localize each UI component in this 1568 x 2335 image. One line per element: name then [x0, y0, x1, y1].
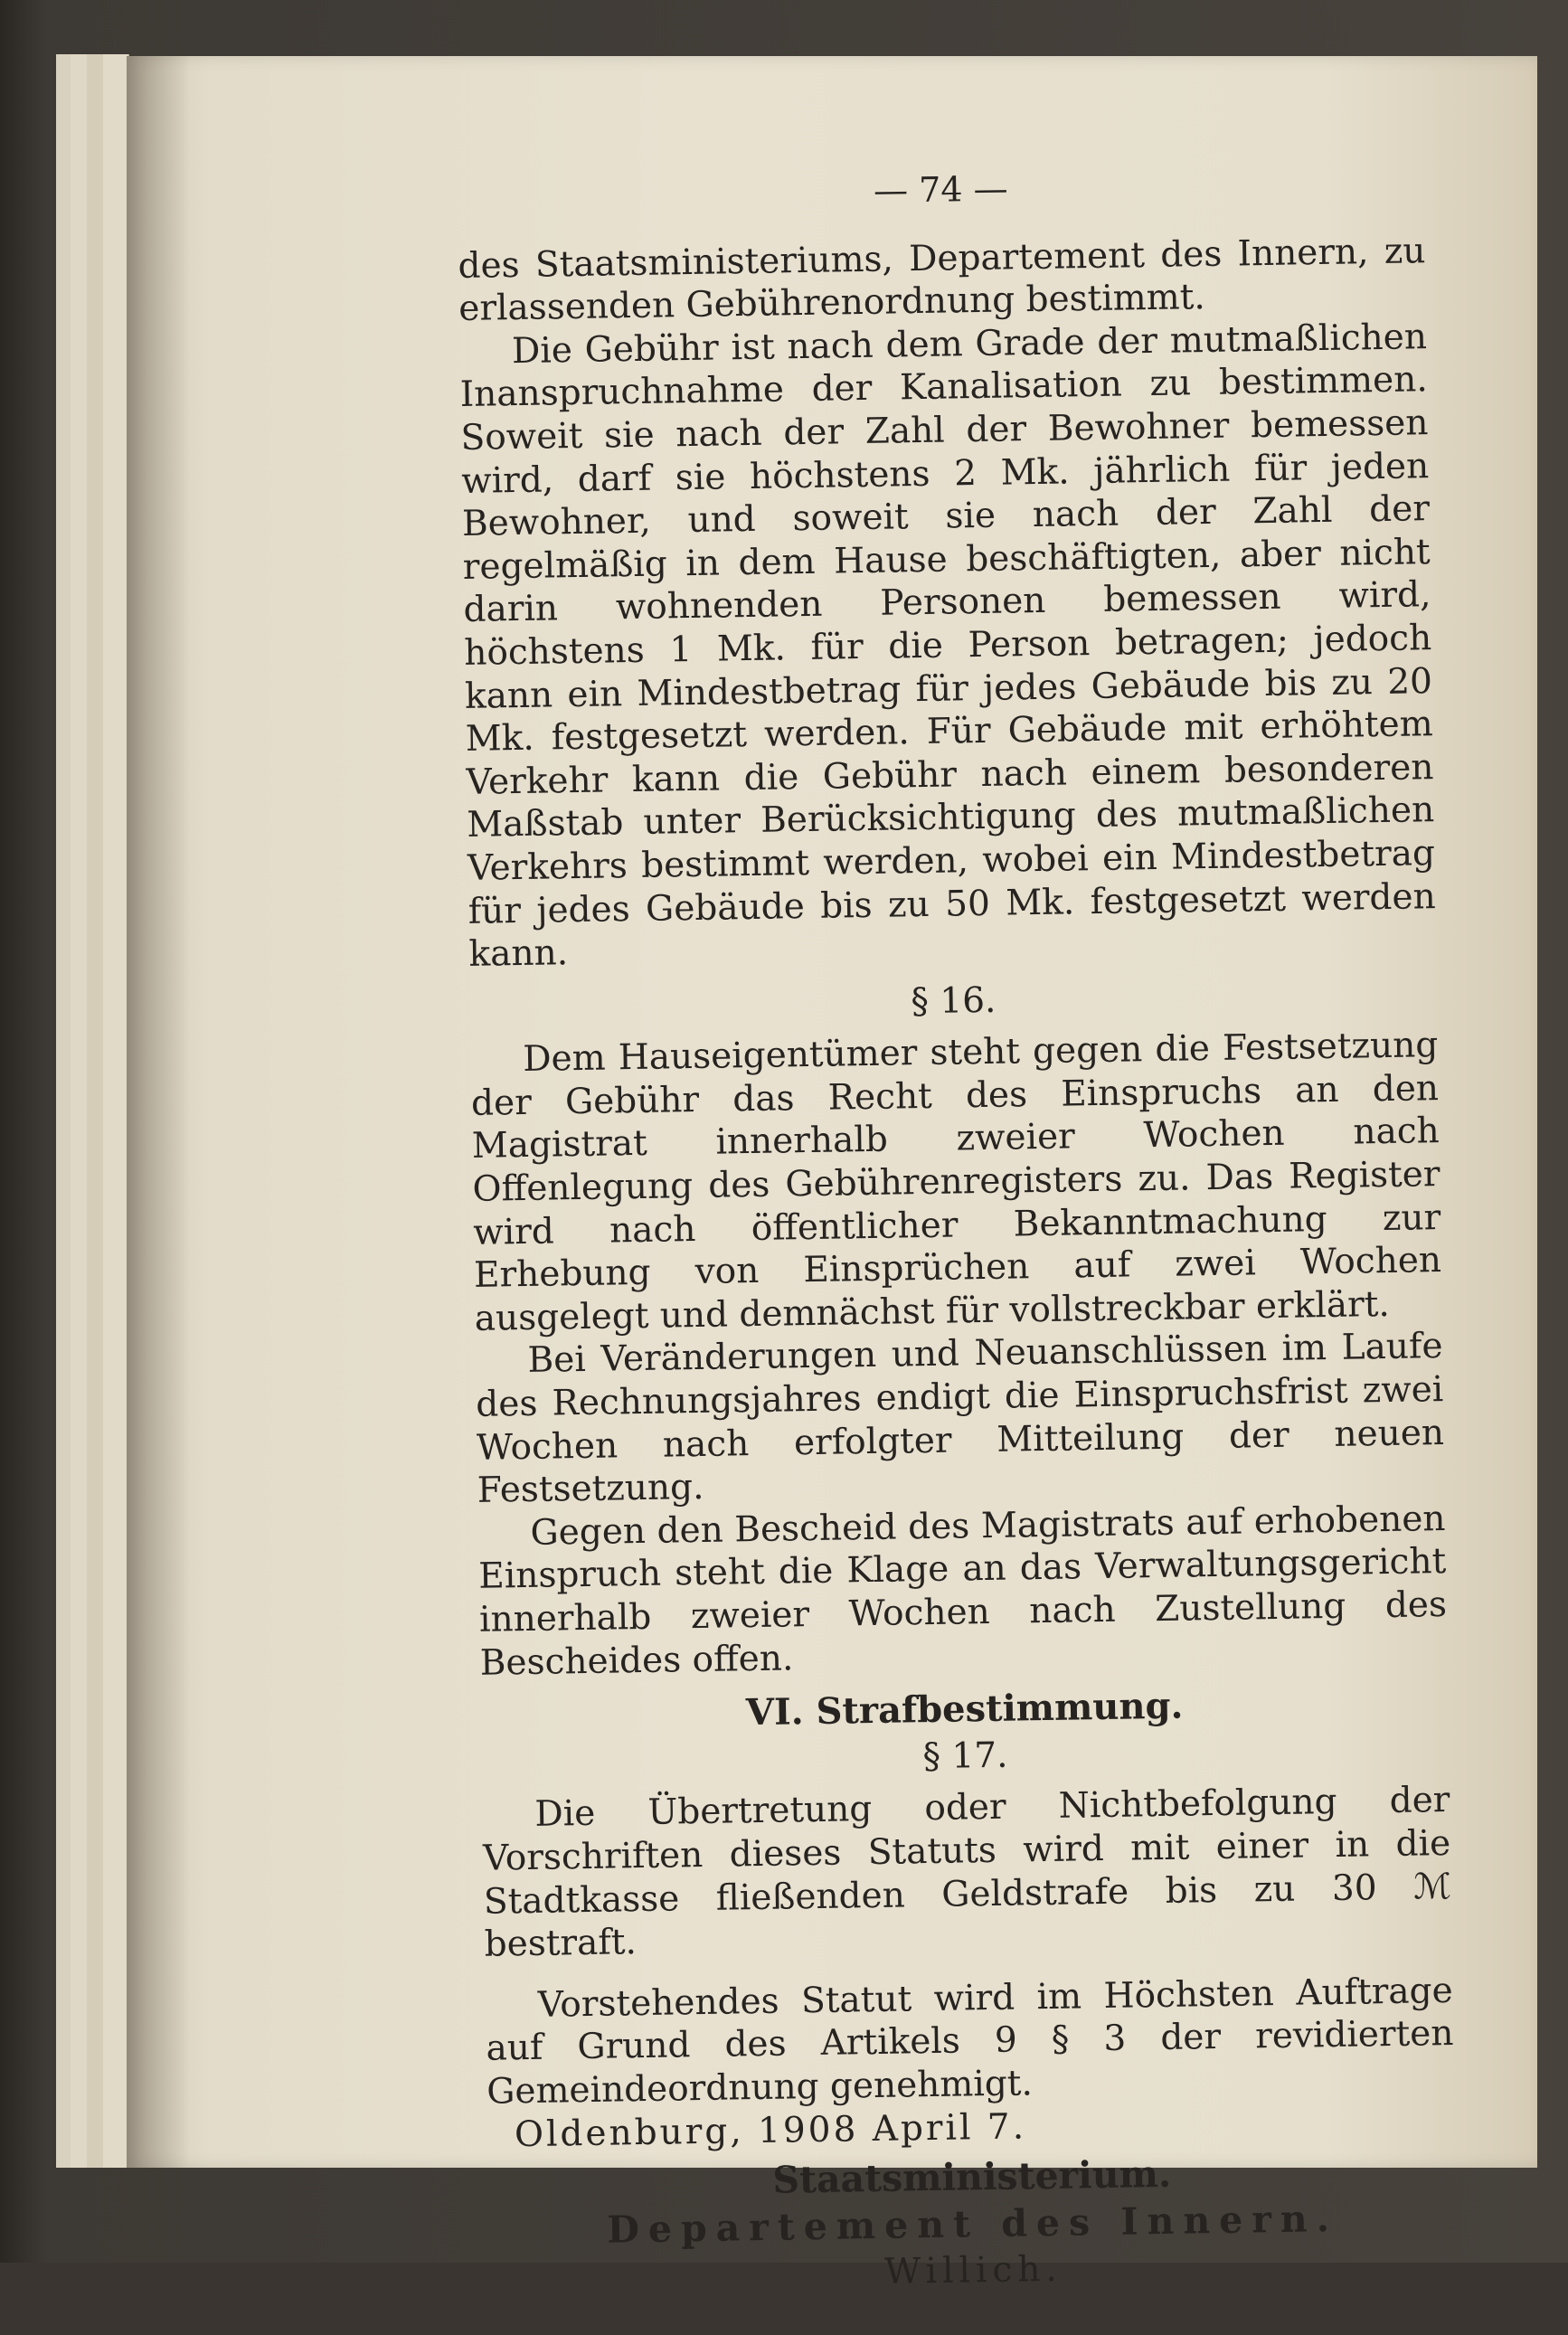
paragraph-16-1: Dem Hauseigentümer steht gegen die Festsetzung der Gebühr das Recht des Einspruchs an den Magistrat innerhalb zweier Wochen nach Offenlegung des Gebührenregisters zu. Das Register wird nach öffentlicher Bekanntmachung zur Erhebung von Einsprüchen auf zwei Wochen ausgelegt und demnächst für vollstreckbar erklärt. — [470, 1025, 1442, 1339]
section-16-heading: § 16. — [911, 979, 997, 1022]
closing-rule — [888, 2324, 1060, 2329]
paragraph-intro-2: Die Gebühr ist nach dem Grade der mutmaßlichen Inanspruchnahme der Kanalisation zu bestimmen. Soweit sie nach der Zahl der Bewohner bemessen wird, darf sie höchstens 2 Mk. jährlich für jeden Bewohner, und soweit sie nach der Zahl der regelmäßig in dem Hause beschäftigten, aber nicht darin wohnenden Personen bemessen wird, höchstens 1 Mk. für die Person betragen; jedoch kann ein Mindestbetrag für jedes Gebäude bis zu 20 Mk. festgesetzt werden. Für Gebäude mit erhöhtem Verkehr kann die Gebühr nach einem besonderen Maßstab unter Berücksichtigung des mutmaßlichen Verkehrs bestimmt werden, wobei ein Mindestbetrag für jedes Gebäude bis zu 50 Mk. festgesetzt werden kann. — [459, 316, 1436, 975]
paragraph-16-2: Bei Veränderungen und Neuanschlüssen im Laufe des Rechnungsjahres endigt die Einspruchsfrist zwei Wochen nach erfolgter Mitteilung der neuen Festsetzung. — [475, 1326, 1445, 1512]
paragraph-intro-1: des Staatsministeriums, Departement des Innern, zu erlassenden Gebührenordnung bestimmt. — [458, 230, 1426, 330]
date-line: Oldenburg, 1908 April 7. — [514, 2105, 1027, 2155]
page-number: — 74 — — [873, 168, 1008, 211]
closing-paragraph: Vorstehendes Statut wird im Höchsten Auftrage auf Grund des Artikels 9 § 3 der revidierten Gemeindeordnung genehmigt. — [486, 1970, 1454, 2113]
spine-shadow — [127, 56, 190, 2168]
page-edge — [103, 54, 129, 2168]
paragraph-17: Die Übertretung oder Nichtbefolgung der Vorschriften dieses Statuts wird mit einer in die Stadtkasse fließenden Geldstrafe bis zu 30 ℳ bestraft. — [482, 1780, 1452, 1965]
page-text — [457, 161, 1458, 2334]
signature-name: Willich. — [883, 2249, 1063, 2293]
section-17-heading: § 17. — [922, 1735, 1008, 1777]
signature-ministry: Staatsministerium. — [772, 2151, 1172, 2202]
paragraph-16-3: Gegen den Bescheid des Magistrats auf erhobenen Einspruch steht die Klage an das Verwaltungsgericht innerhalb zweier Wochen nach Zustellung des Bescheides offen. — [477, 1498, 1448, 1684]
chapter-heading-vi: VI. Strafbestimmung. — [745, 1684, 1184, 1735]
signature-department: Departement des Innern. — [606, 2196, 1339, 2252]
